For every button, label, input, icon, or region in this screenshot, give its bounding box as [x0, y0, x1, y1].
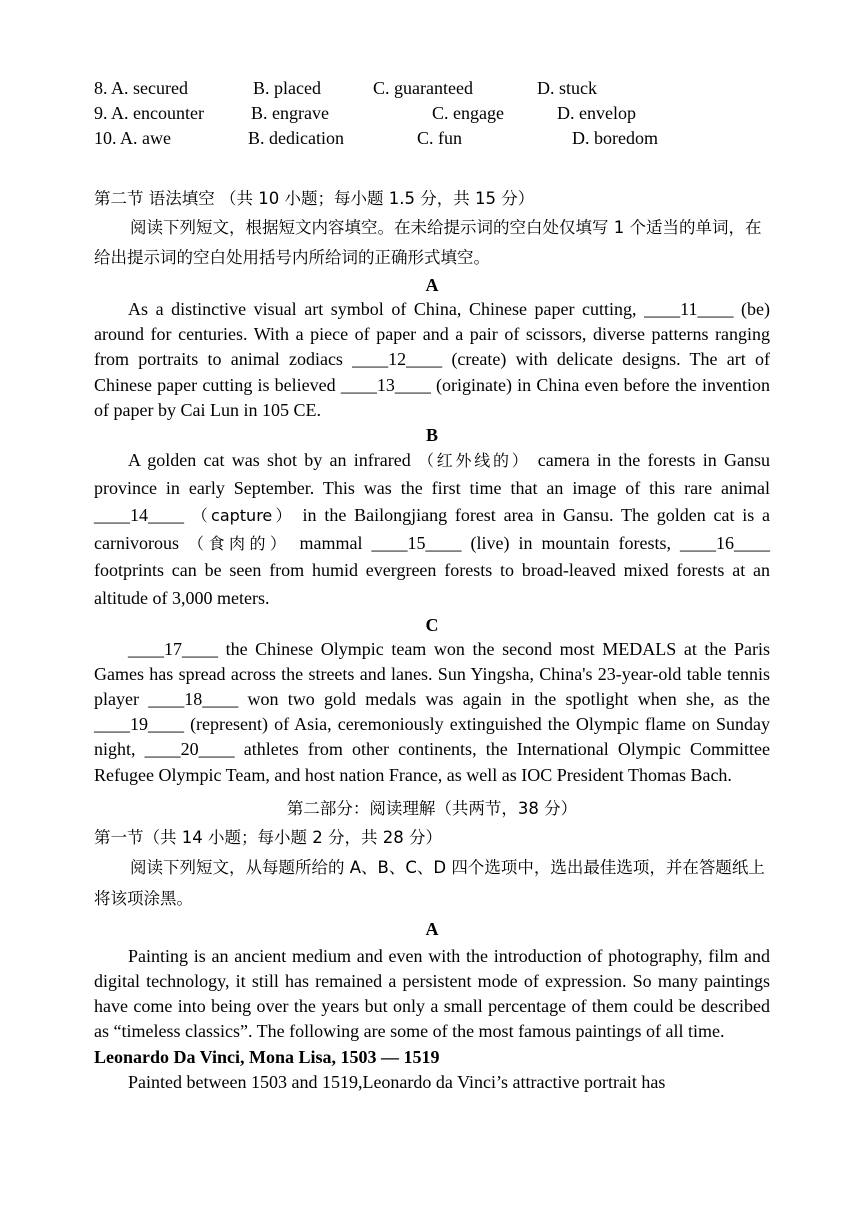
option-9-c: C. engage	[432, 103, 504, 123]
reading-a-letter: A	[425, 918, 439, 939]
options-row-8	[94, 76, 770, 101]
options-row-9	[94, 101, 770, 126]
option-8-c: C. guaranteed	[373, 78, 473, 98]
option-8-b: B. placed	[253, 78, 321, 98]
options-row-10	[94, 126, 770, 151]
passage-c-letter: C	[425, 614, 439, 635]
document-page	[94, 76, 770, 1095]
option-10-c: C. fun	[417, 128, 462, 148]
option-9-d: D. envelop	[557, 103, 636, 123]
section-title: 第二节 语法填空 （共 10 小题；每小题 1.5 分，共 15 分）	[94, 189, 535, 208]
reading-a-text: Painting is an ancient medium and even with the introduction of photography, film and digital technology, it still has remained a persistent mode of expression. So many paintings have come into being over the years but only a small percentage of them could be described as “timeless classics”. The following are some of the most famous paintings of all time.	[94, 945, 770, 1042]
option-8-a: 8. A. secured	[94, 78, 188, 98]
part-title: 第二部分：阅读理解（共两节，38 分）	[286, 798, 578, 818]
section-instruction: 阅读下列短文，根据短文内容填空。在未给提示词的空白处仅填写 1 个适当的单词，在给出提示词的空白处用括号内所给词的正确形式填空。	[94, 218, 762, 267]
option-10-b: B. dedication	[248, 128, 344, 148]
painting-text: Painted between 1503 and 1519,Leonardo da Vinci’s attractive portrait has	[128, 1071, 666, 1092]
option-9-a: 9. A. encounter	[94, 103, 204, 123]
option-9-b: B. engrave	[251, 103, 329, 123]
passage-a-text: As a distinctive visual art symbol of China, Chinese paper cutting, ____11____ (be) around for centuries. With a piece of paper and a pair of scissors, diverse patterns ranging from portraits to animal zodiacs ____12____ (create) with delicate designs. The art of Chinese paper cutting is believed ____13____ (originate) in China even before the invention of paper by Cai Lun in 105 CE.	[94, 299, 770, 420]
part-instruction: 阅读下列短文，从每题所给的 A、B、C、D 四个选项中，选出最佳选项，并在答题纸上将该项涂黑。	[94, 857, 765, 908]
passage-b-letter: B	[425, 425, 438, 446]
passage-c-text: ____17____ the Chinese Olympic team won the second most MEDALS at the Paris Games has spread across the streets and lanes. Sun Yingsha, China's 23-year-old table tennis player ____18____ won two gold medals was again in the spotlight when she, as the ____19____ (represent) of Asia, ceremoniously extinguished the Olympic flame on Sunday night, ____20____ athletes from other continents, the International Olympic Committee Refugee Olympic Team, and host nation France, as well as IOC President Thomas Bach.	[94, 638, 770, 785]
option-8-d: D. stuck	[537, 78, 597, 98]
passage-b-text: A golden cat was shot by an infrared （红外线的） camera in the forests in Gansu province in early September. This was the first time that an image of this rare animal ____14____ （capture） in the Bailongjiang forest area in Gansu. The golden cat is a carnivorous （食肉的） mammal ____15____ (live) in mountain forests, ____16____ footprints can be seen from humid evergreen forests to broad-leaved mixed forests at an altitude of 3,000 meters.	[94, 450, 770, 608]
painting-heading: Leonardo Da Vinci, Mona Lisa, 1503 — 1519	[94, 1046, 440, 1067]
passage-a-letter: A	[425, 275, 439, 295]
part-section-title: 第一节（共 14 小题；每小题 2 分，共 28 分）	[94, 827, 442, 847]
option-10-a: 10. A. awe	[94, 128, 171, 148]
option-10-d: D. boredom	[572, 128, 658, 148]
